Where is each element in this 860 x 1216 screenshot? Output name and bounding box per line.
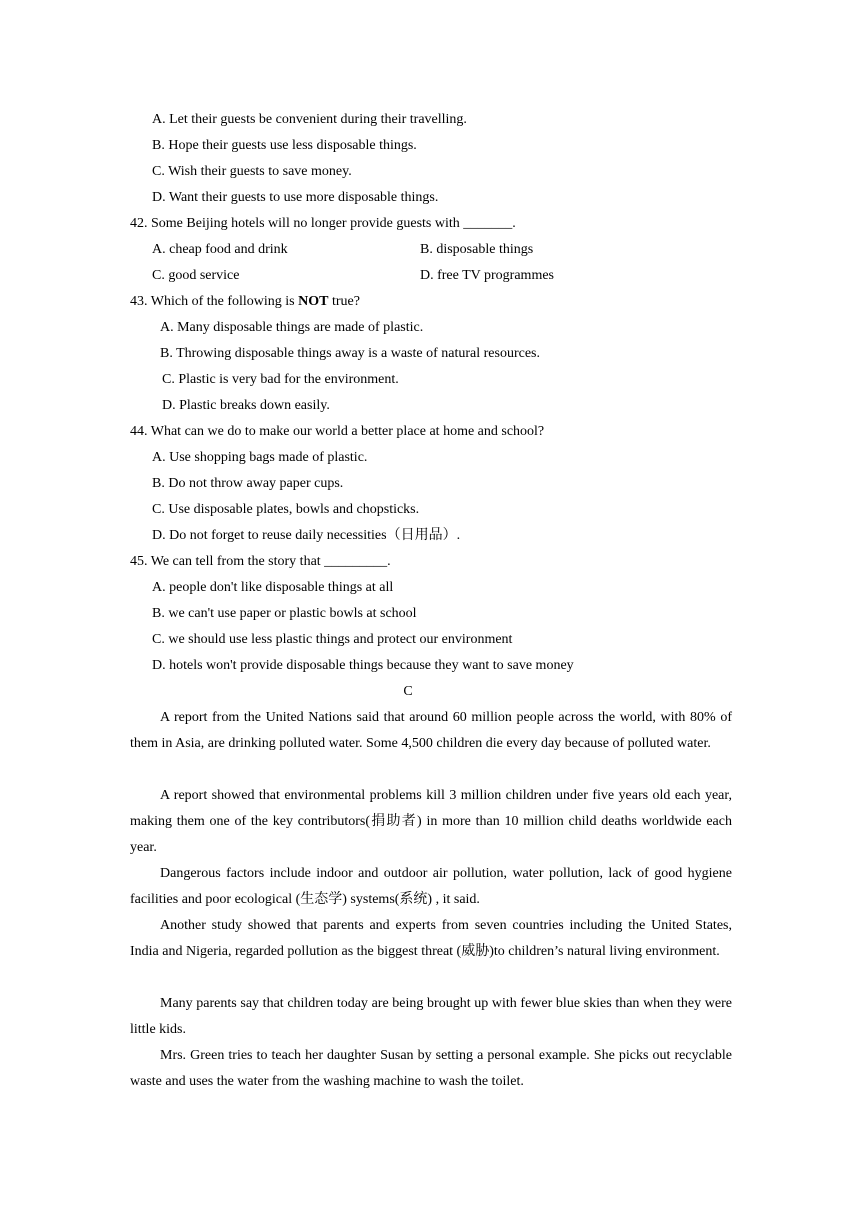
q45-option-d: D. hotels won't provide disposable things because they want to save money [152,658,574,673]
q44-option-c: C. Use disposable plates, bowls and chopsticks. [152,502,420,517]
q43-stem-pre: 43. Which of the following is [130,294,299,309]
q43-option-c: C. Plastic is very bad for the environment. [162,372,399,387]
passage-paragraph: Dangerous factors include indoor and outdoor air pollution, water pollution, lack of good hygiene facilities and poor ecological (生态学) systems(系统) , it said. [130,866,732,907]
q43-option-a: A. Many disposable things are made of plastic. [160,320,424,335]
passage-paragraph: Another study showed that parents and experts from seven countries including the United States, India and Nigeria, regarded pollution as the biggest threat (威胁)to children’s natural living environment. [130,918,732,959]
q44-option-d: D. Do not forget to reuse daily necessities（日用品）. [152,528,461,543]
q41-option-a: A. Let their guests be convenient during their travelling. [152,112,467,127]
q44-option-a: A. Use shopping bags made of plastic. [152,450,368,465]
section-c-heading: C [403,684,413,699]
q42-option-d: D. free TV programmes [420,268,554,283]
q41-option-d: D. Want their guests to use more disposable things. [152,190,439,205]
q43-stem-bold: NOT [298,294,329,309]
q45-option-b: B. we can't use paper or plastic bowls at school [152,606,417,621]
passage-paragraph: Many parents say that children today are being brought up with fewer blue skies than when they were little kids. [130,996,732,1037]
q45-stem: 45. We can tell from the story that _________. [130,554,391,569]
q43-option-b: B. Throwing disposable things away is a waste of natural resources. [160,346,540,361]
passage-paragraph: A report from the United Nations said that around 60 million people across the world, with 80% of them in Asia, are drinking polluted water. Some 4,500 children die every day because of polluted water. [130,710,732,751]
q45-option-a: A. people don't like disposable things at all [152,580,394,595]
passage-paragraph: A report showed that environmental problems kill 3 million children under five years old each year, making them one of the key contributors(捐助者) in more than 10 million child deaths worldwide each year. [130,788,732,855]
q42-option-a: A. cheap food and drink [152,242,288,257]
q42-option-b: B. disposable things [420,242,534,257]
q41-option-b: B. Hope their guests use less disposable things. [152,138,417,153]
q44-stem: 44. What can we do to make our world a better place at home and school? [130,424,545,439]
q41-option-c: C. Wish their guests to save money. [152,164,352,179]
q45-option-c: C. we should use less plastic things and protect our environment [152,632,513,647]
q43-stem [130,293,360,311]
passage-paragraph: Mrs. Green tries to teach her daughter Susan by setting a personal example. She picks out recyclable waste and uses the water from the washing machine to wash the toilet. [130,1048,732,1089]
q43-option-d: D. Plastic breaks down easily. [162,398,330,413]
q42-stem: 42. Some Beijing hotels will no longer provide guests with _______. [130,216,516,231]
q43-stem-post: true? [328,294,360,309]
q42-option-c: C. good service [152,268,240,283]
q44-option-b: B. Do not throw away paper cups. [152,476,344,491]
